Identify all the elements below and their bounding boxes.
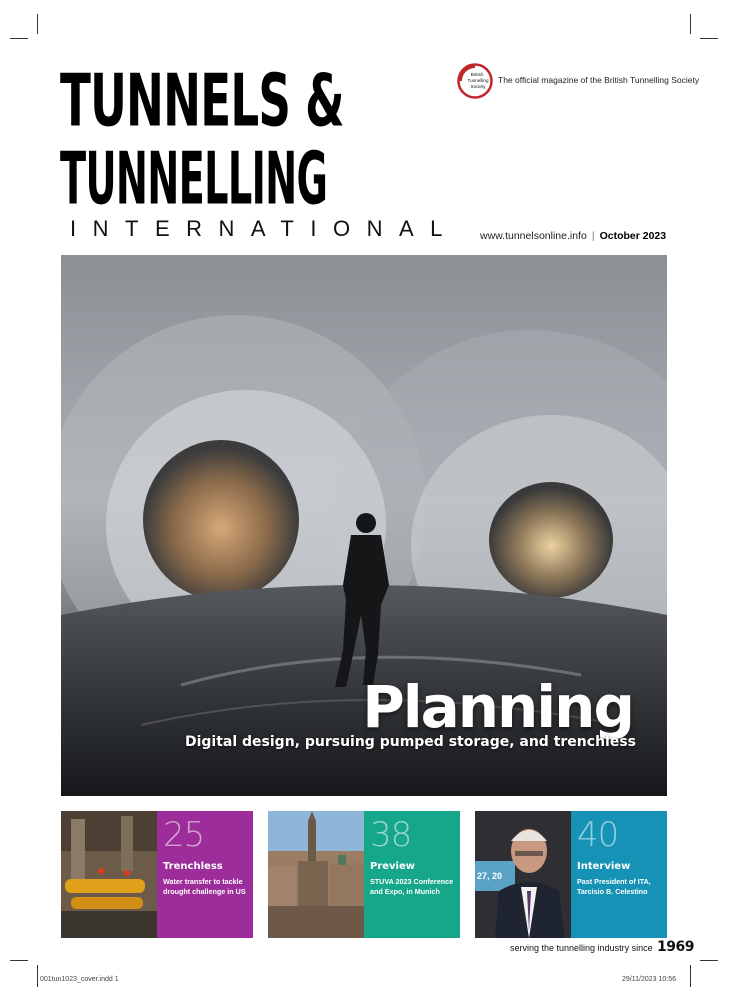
feature-thumbnail <box>61 811 157 938</box>
feature-panel <box>571 811 667 938</box>
feature-section: Interview <box>577 861 631 872</box>
print-slug-file: 001tun1023_cover.indd 1 <box>40 976 119 983</box>
crop-mark <box>700 960 718 961</box>
print-slug-timestamp: 29/11/2023 10:56 <box>622 976 676 983</box>
issue-date: October 2023 <box>599 230 667 242</box>
feature-panel <box>364 811 460 938</box>
feature-page-number: 25 <box>163 815 205 855</box>
bts-logo-icon <box>457 63 493 99</box>
cover-hero-image <box>61 255 667 796</box>
feature-tile-trenchless[interactable] <box>61 811 253 938</box>
feature-tile-interview[interactable] <box>475 811 667 938</box>
construction-site-photo-icon <box>61 811 157 938</box>
photo-caption: 27, 20 <box>477 871 503 881</box>
feature-page-number: 38 <box>370 815 412 855</box>
feature-thumbnail <box>475 811 571 938</box>
feature-section: Preview <box>370 861 416 872</box>
cover-headline: Planning <box>362 673 633 741</box>
masthead-line-1: TUNNELS & <box>60 58 344 143</box>
serving-since-line <box>510 938 694 956</box>
serving-text: serving the tunnelling industry since <box>510 943 653 953</box>
feature-description-line: Tarcisio B. Celestino <box>577 887 648 896</box>
feature-panel <box>157 811 253 938</box>
masthead-subtitle: INTERNATIONAL <box>70 216 459 241</box>
website-link[interactable]: www.tunnelsonline.info <box>480 230 587 242</box>
feature-tile-preview[interactable] <box>268 811 460 938</box>
crop-mark <box>10 960 28 961</box>
feature-description-line: and Expo, in Munich <box>370 887 440 896</box>
masthead-line-2: TUNNELLING <box>60 136 328 221</box>
munich-city-photo-icon <box>268 811 364 938</box>
feature-description-line: Past President of ITA, <box>577 877 651 886</box>
crop-mark <box>37 965 38 987</box>
feature-description <box>577 877 661 897</box>
cover-subheadline: Digital design, pursuing pumped storage, and trenchless <box>184 734 636 750</box>
crop-mark <box>37 14 38 34</box>
crop-mark <box>10 38 28 39</box>
feature-thumbnail <box>268 811 364 938</box>
crop-mark <box>700 38 718 39</box>
logo-text-2: Tunnelling <box>467 78 489 83</box>
feature-description <box>370 877 454 897</box>
crop-mark <box>690 14 691 34</box>
feature-description-line: drought challenge in US <box>163 887 246 896</box>
feature-description-line: STUVA 2023 Conference <box>370 877 454 886</box>
since-year: 1969 <box>657 939 695 955</box>
society-tagline: The official magazine of the British Tunnelling Society <box>498 75 700 85</box>
crop-mark <box>690 965 691 987</box>
meta-separator: | <box>591 230 595 242</box>
logo-text-3: Society <box>470 84 486 89</box>
feature-section: Trenchless <box>163 861 223 872</box>
feature-description <box>163 877 247 897</box>
issue-meta <box>480 230 666 242</box>
logo-text-1: British <box>470 72 484 77</box>
interview-portrait-photo-icon <box>475 811 571 938</box>
feature-page-number: 40 <box>577 815 619 855</box>
feature-description-line: Water transfer to tackle <box>163 877 243 886</box>
